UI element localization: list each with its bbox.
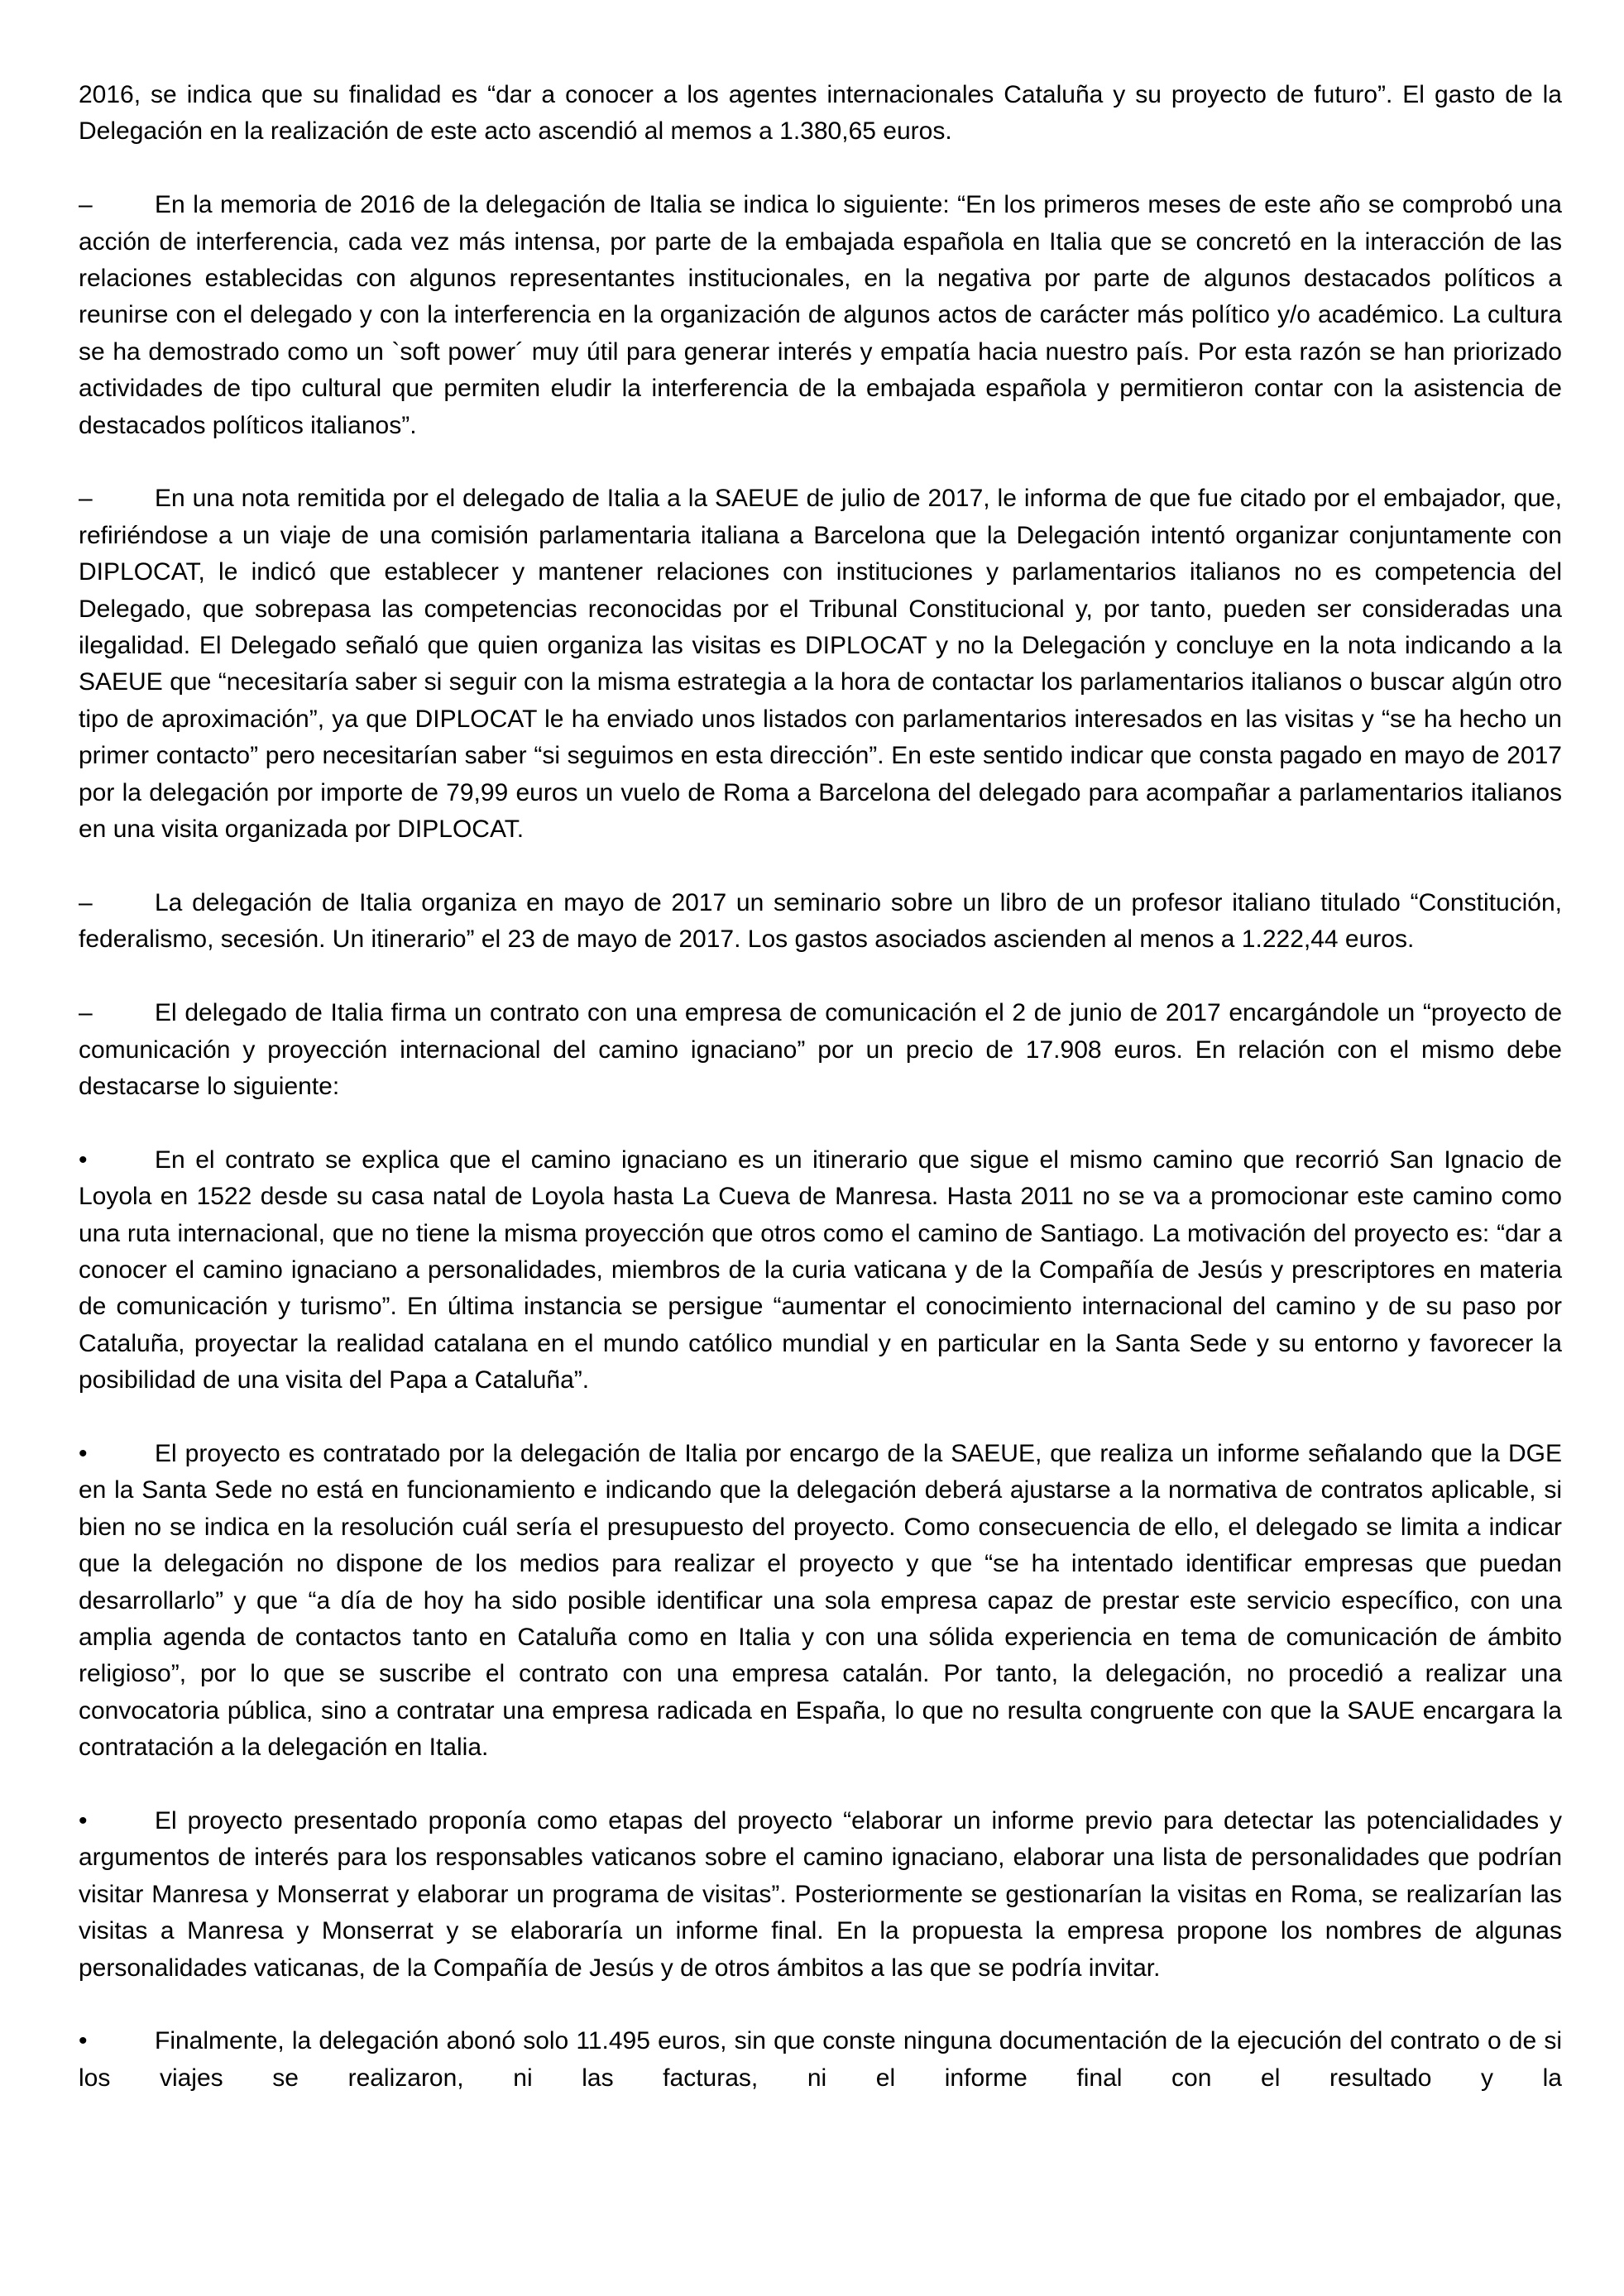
bullet-paragraph-finalmente xyxy=(79,2023,1562,2097)
paragraph-text: Finalmente, la delegación abonó solo 11.495 euros, sin que conste ninguna documentación de la ejecución del contrato o de si los viajes se realizaron, ni las facturas, ni el informe final con el resultado y la xyxy=(79,2027,1562,2092)
document-page xyxy=(79,77,1562,2134)
bullet-paragraph-proyecto-contratado xyxy=(79,1436,1562,1767)
paragraph-text: En una nota remitida por el delegado de Italia a la SAEUE de julio de 2017, le informa de que fue citado por el embajador, que, refiriéndose a un viaje de una comisión parlamentaria italiana a Barcelona que la Delegación intentó organizar conjuntamente con DIPLOCAT, le indicó que establecer y mantener relaciones con instituciones y parlamentarios italianos no es competencia del Delegado, que sobrepasa las competencias reconocidas por el Tribunal Constitucional y, por tanto, pueden ser consideradas una ilegalidad. El Delegado señaló que quien organiza las visitas es DIPLOCAT y no la Delegación y concluye en la nota indicando a la SAEUE que “necesitaría saber si seguir con la misma estrategia a la hora de contactar los parlamentarios italianos o buscar algún otro tipo de aproximación”, ya que DIPLOCAT le ha enviado unos listados con parlamentarios interesados en las visitas y “se ha hecho un primer contacto” pero necesitarían saber “si seguimos en esta dirección”. En este sentido indicar que consta pagado en mayo de 2017 por la delegación por importe de 79,99 euros un vuelo de Roma a Barcelona del delegado para acompañar a parlamentarios italianos en una visita organizada por DIPLOCAT. xyxy=(79,485,1562,844)
dash-marker: – xyxy=(79,485,93,513)
paragraph-text: La delegación de Italia organiza en mayo de 2017 un seminario sobre un libro de un profesor italiano titulado “Constitución, federalismo, secesión. Un itinerario” el 23 de mayo de 2017. Los gastos asociados ascienden al menos a 1.222,44 euros. xyxy=(79,888,1562,954)
paragraph-continuation xyxy=(79,77,1562,151)
paragraph-text: 2016, se indica que su finalidad es “dar a conocer a los agentes internacionales Cataluña y su proyecto de futuro”. El gasto de la Delegación en la realización de este acto ascendió al memos a 1.380,65 euros. xyxy=(79,81,1562,146)
paragraph-text: El proyecto es contratado por la delegación de Italia por encargo de la SAEUE, que realiza un informe señalando que la DGE en la Santa Sede no está en funcionamiento e indicando que la delegación deberá ajustarse a la normativa de contratos aplicable, si bien no se indica en la resolución cuál sería el presupuesto del proyecto. Como consecuencia de ello, el delegado se limita a indicar que la delegación no dispone de los medios para realizar el proyecto y que “se ha intentado identificar empresas que puedan desarrollarlo” y que “a día de hoy ha sido posible identificar una sola empresa capaz de prestar este servicio específico, con una amplia agenda de contactos tanto en Cataluña como en Italia y con una sólida experiencia en tema de comunicación de ámbito religioso”, por lo que se suscribe el contrato con una empresa catalán. Por tanto, la delegación, no procedió a realizar una convocatoria pública, sino a contratar una empresa radicada en España, lo que no resulta congruente con que la SAUE encargara la contratación a la delegación en Italia. xyxy=(79,1439,1562,1762)
dash-paragraph-nota-saeue xyxy=(79,481,1562,848)
dash-marker: – xyxy=(79,888,93,916)
dash-paragraph-contrato xyxy=(79,995,1562,1105)
dash-paragraph-seminario xyxy=(79,885,1562,959)
bullet-paragraph-camino xyxy=(79,1142,1562,1399)
paragraph-text: En el contrato se explica que el camino ignaciano es un itinerario que sigue el mismo camino que recorrió San Ignacio de Loyola en 1522 desde su casa natal de Loyola hasta La Cueva de Manresa. Hasta 2011 no se va a promocionar este camino como una ruta internacional, que no tiene la misma proyección que otros como el camino de Santiago. La motivación del proyecto es: “dar a conocer el camino ignaciano a personalidades, miembros de la curia vaticana y de la Compañía de Jesús y prescriptores en materia de comunicación y turismo”. En última instancia se persigue “aumentar el conocimiento internacional del camino y de su paso por Cataluña, proyectar la realidad catalana en el mundo católico mundial y en particular en la Santa Sede y su entorno y favorecer la posibilidad de una visita del Papa a Cataluña”. xyxy=(79,1146,1562,1394)
dash-paragraph-memoria-2016 xyxy=(79,187,1562,444)
paragraph-text: El delegado de Italia firma un contrato con una empresa de comunicación el 2 de junio de 2017 encargándole un “proyecto de comunicación y proyección internacional del camino ignaciano” por un precio de 17.908 euros. En relación con el mismo debe destacarse lo siguiente: xyxy=(79,999,1562,1100)
bullet-marker: • xyxy=(79,1439,88,1467)
bullet-paragraph-etapas xyxy=(79,1803,1562,1987)
bullet-marker: • xyxy=(79,1146,88,1174)
paragraph-text: En la memoria de 2016 de la delegación de Italia se indica lo siguiente: “En los primeros meses de este año se comprobó una acción de interferencia, cada vez más intensa, por parte de la embajada española en Italia que se concretó en la interacción de las relaciones establecidas con algunos representantes institucionales, en la negativa por parte de algunos destacados políticos a reunirse con el delegado y con la interferencia en la organización de algunos actos de carácter más político y/o académico. La cultura se ha demostrado como un `soft power´ muy útil para generar interés y empatía hacia nuestro país. Por esta razón se han priorizado actividades de tipo cultural que permiten eludir la interferencia de la embajada española y permitieron contar con la asistencia de destacados políticos italianos”. xyxy=(79,191,1562,439)
paragraph-text: El proyecto presentado proponía como etapas del proyecto “elaborar un informe previo para detectar las potencialidades y argumentos de interés para los responsables vaticanos sobre el camino ignaciano, elaborar una lista de personalidades que podrían visitar Manresa y Monserrat y elaborar un programa de visitas”. Posteriormente se gestionarían la visitas en Roma, se realizarían las visitas a Manresa y Monserrat y se elaboraría un informe final. En la propuesta la empresa propone los nombres de algunas personalidades vaticanas, de la Compañía de Jesús y de otros ámbitos a las que se podría invitar. xyxy=(79,1806,1562,1982)
bullet-marker: • xyxy=(79,2027,88,2055)
dash-marker: – xyxy=(79,191,93,219)
dash-marker: – xyxy=(79,999,93,1027)
bullet-marker: • xyxy=(79,1806,88,1834)
